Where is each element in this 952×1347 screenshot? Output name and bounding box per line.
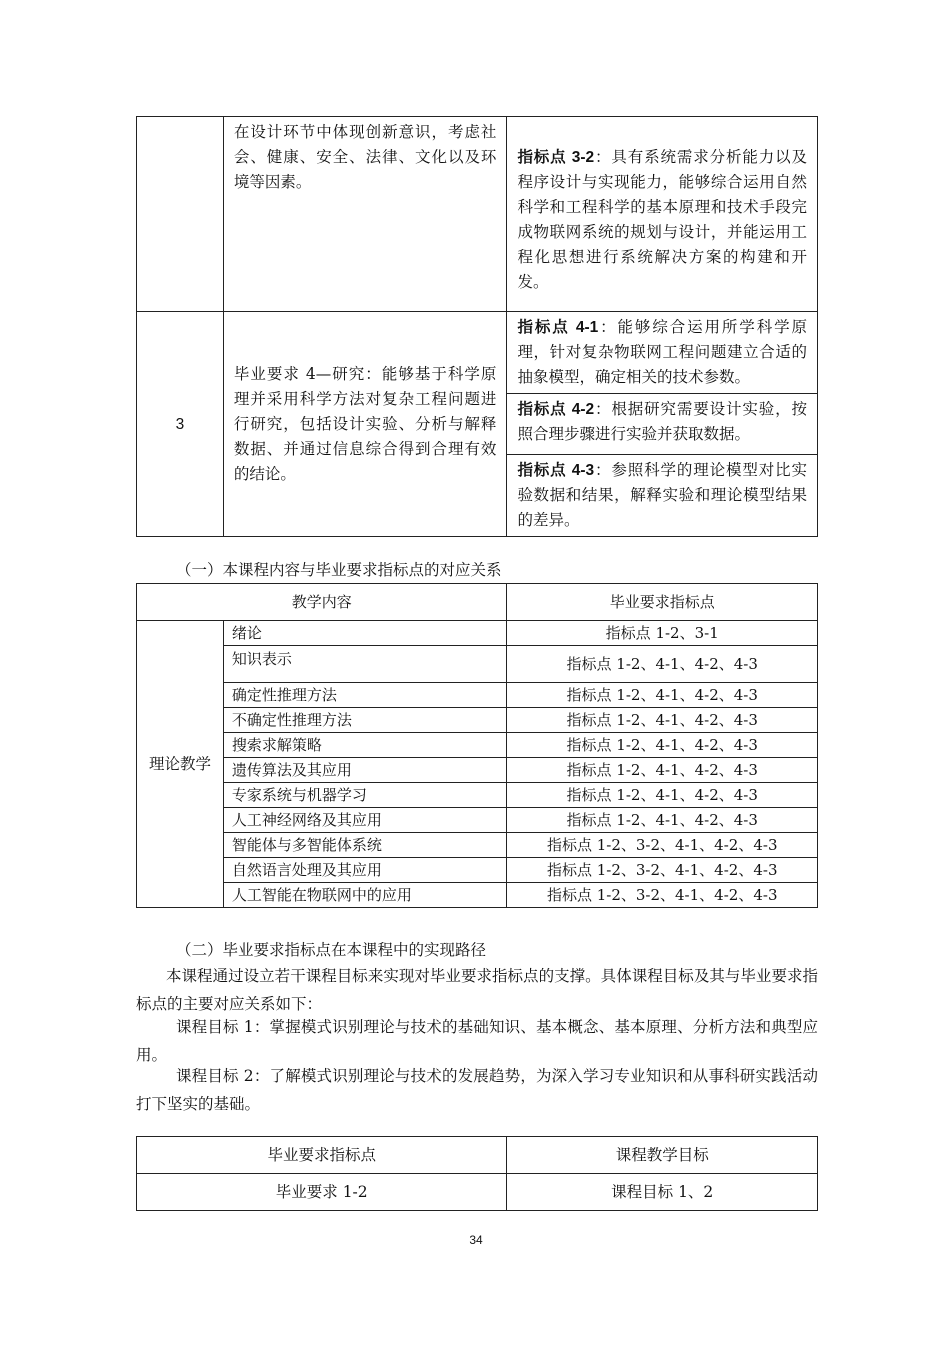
row-number-cell: 3 <box>137 312 224 537</box>
topic-cell: 搜索求解策略 <box>223 733 507 758</box>
table-row <box>137 646 818 683</box>
topic-cell: 遗传算法及其应用 <box>223 758 507 783</box>
indicator-cell: 指标点 1-2、3-1 <box>507 621 818 646</box>
goal-mapping-table <box>136 1136 818 1211</box>
requirement-cell <box>223 312 507 537</box>
page-number: 34 <box>469 1233 483 1247</box>
indicator-cell: 指标点 1-2、3-2、4-1、4-2、4-3 <box>507 833 818 858</box>
table-row <box>137 1174 818 1211</box>
indicator-cell <box>507 117 818 312</box>
table-row <box>137 733 818 758</box>
column-header: 课程教学目标 <box>507 1137 818 1174</box>
graduation-requirements-table <box>136 116 818 537</box>
indicator-label: 指标点 4-3 <box>517 462 595 479</box>
topic-cell: 专家系统与机器学习 <box>223 783 507 808</box>
row-number-cell <box>137 117 224 312</box>
table-row <box>137 783 818 808</box>
indicator-text: ：根据研究需要设计实验，按照合理步骤进行实验并获取数据。 <box>517 400 807 443</box>
column-header: 毕业要求指标点 <box>137 1137 507 1174</box>
indicator-cell: 指标点 1-2、4-1、4-2、4-3 <box>507 733 818 758</box>
table-header-row <box>137 584 818 621</box>
indicator-text: ：参照科学的理论模型对比实验数据和结果，解释实验和理论模型结果的差异。 <box>517 461 807 529</box>
topic-cell: 知识表示 <box>223 646 507 683</box>
topic-cell: 绪论 <box>223 621 507 646</box>
table-row <box>137 758 818 783</box>
indicator-cell: 指标点 1-2、4-1、4-2、4-3 <box>507 783 818 808</box>
indicator-cell: 指标点 1-2、3-2、4-1、4-2、4-3 <box>507 883 818 908</box>
requirement-cell: 在设计环节中体现创新意识，考虑社会、健康、安全、法律、文化以及环境等因素。 <box>223 117 507 312</box>
section-title: （一）本课程内容与毕业要求指标点的对应关系 <box>176 561 502 579</box>
indicator-cell: 指标点 1-2、4-1、4-2、4-3 <box>507 708 818 733</box>
indicator-cell <box>507 394 818 455</box>
content-mapping-table <box>136 583 818 908</box>
column-header: 教学内容 <box>137 584 507 621</box>
table-row <box>137 621 818 646</box>
requirement-text: 毕业要求 4—研究：能够基于科学原理并采用科学方法对复杂工程问题进行研究，包括设计实验、分析与解释数据、并通过信息综合得到合理有效的结论。 <box>233 364 497 483</box>
table-row <box>137 808 818 833</box>
requirement-cell: 毕业要求 1-2 <box>137 1174 507 1211</box>
indicator-cell: 指标点 1-2、4-1、4-2、4-3 <box>507 758 818 783</box>
indicator-label: 指标点 3-2 <box>517 149 595 166</box>
goal-cell: 课程目标 1、2 <box>507 1174 818 1211</box>
indicator-text: ：能够综合运用所学科学原理，针对复杂物联网工程问题建立合适的抽象模型，确定相关的技术参数。 <box>517 318 807 386</box>
indicator-cell <box>507 312 818 394</box>
intro-paragraph: 本课程通过设立若干课程目标来实现对毕业要求指标点的支撑。具体课程目标及其与毕业要求指标点的主要对应关系如下： <box>136 967 818 1013</box>
indicator-cell: 指标点 1-2、3-2、4-1、4-2、4-3 <box>507 858 818 883</box>
indicator-text: ：具有系统需求分析能力以及程序设计与实现能力，能够综合运用自然科学和工程科学的基本原理和技术手段完成物联网系统的规划与设计，并能运用工程化思想进行系统解决方案的构建和开发。 <box>517 148 807 291</box>
goal-paragraph: 课程目标 1：掌握模式识别理论与技术的基础知识、基本概念、基本原理、分析方法和典型应用。 <box>136 1018 818 1064</box>
topic-cell: 自然语言处理及其应用 <box>223 858 507 883</box>
column-header: 毕业要求指标点 <box>507 584 818 621</box>
indicator-cell <box>507 455 818 537</box>
table-header-row <box>137 1137 818 1174</box>
table-row <box>137 117 818 312</box>
indicator-cell: 指标点 1-2、4-1、4-2、4-3 <box>507 646 818 683</box>
table-row <box>137 683 818 708</box>
topic-cell: 智能体与多智能体系统 <box>223 833 507 858</box>
topic-cell: 不确定性推理方法 <box>223 708 507 733</box>
indicator-cell: 指标点 1-2、4-1、4-2、4-3 <box>507 683 818 708</box>
table-row <box>137 833 818 858</box>
goal-paragraph: 课程目标 2：了解模式识别理论与技术的发展趋势，为深入学习专业知识和从事科研实践活动打下坚实的基础。 <box>136 1067 818 1113</box>
indicator-label: 指标点 4-1 <box>517 319 599 336</box>
table-row <box>137 883 818 908</box>
topic-cell: 确定性推理方法 <box>223 683 507 708</box>
topic-cell: 人工神经网络及其应用 <box>223 808 507 833</box>
table-row <box>137 858 818 883</box>
indicator-cell: 指标点 1-2、4-1、4-2、4-3 <box>507 808 818 833</box>
indicator-label: 指标点 4-2 <box>517 401 595 418</box>
group-label-cell: 理论教学 <box>137 621 224 908</box>
topic-cell: 人工智能在物联网中的应用 <box>223 883 507 908</box>
section-title: （二）毕业要求指标点在本课程中的实现路径 <box>176 941 487 959</box>
table-row <box>137 708 818 733</box>
table-row <box>137 312 818 394</box>
